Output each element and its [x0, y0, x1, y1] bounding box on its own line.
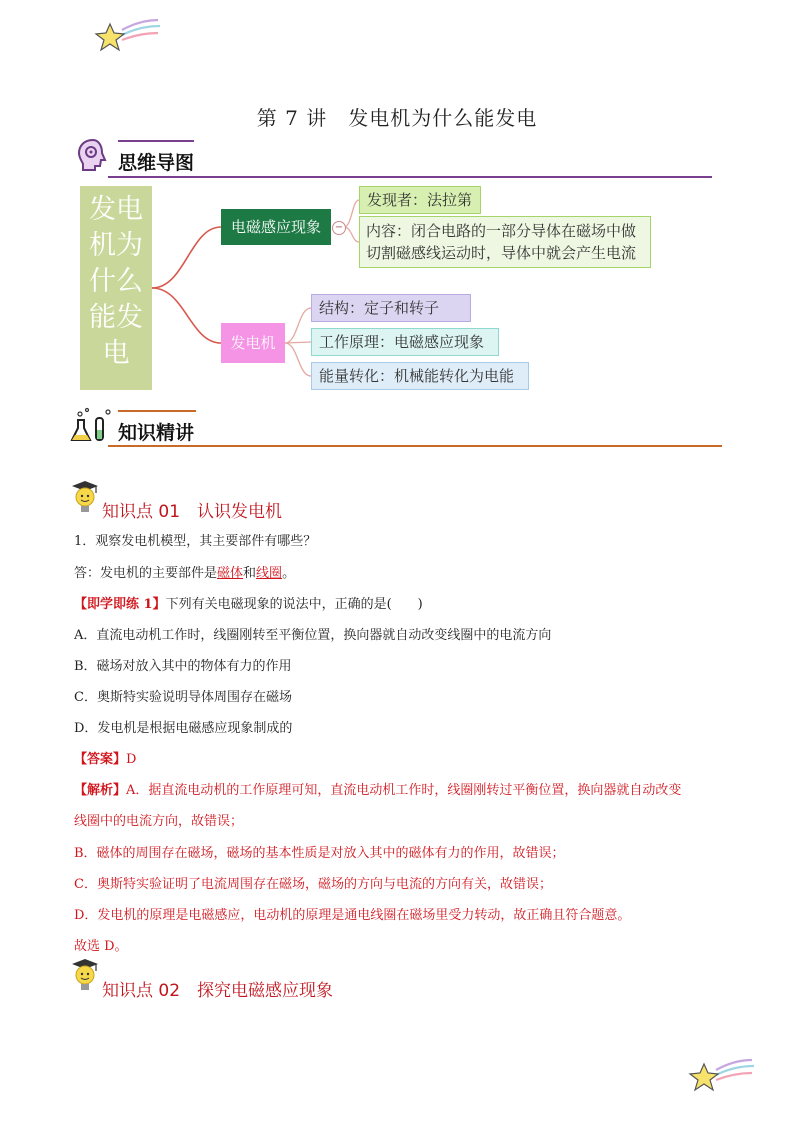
- section-underline: [108, 445, 722, 447]
- mindmap-root-line: 发电: [89, 194, 143, 225]
- analysis-line: [74, 779, 681, 798]
- mindmap-leaf-energy: 能量转化：机械能转化为电能: [311, 362, 529, 390]
- analysis-line: D．发电机的原理是电磁感应，电动机的原理是通电线圈在磁场里受力转动，故正确且符合题意。: [74, 908, 631, 923]
- collapse-toggle[interactable]: −: [332, 221, 346, 235]
- conclusion: 故选 D。: [74, 939, 128, 954]
- mindmap-leaf-structure: 结构：定子和转子: [311, 294, 471, 322]
- answer-text: 答：发电机的主要部件是: [74, 566, 218, 581]
- answer-value: D: [126, 752, 137, 767]
- mindmap-leaf-content: [359, 216, 651, 268]
- student-bulb-icon: [70, 480, 100, 516]
- mindmap-leaf-principle: 工作原理：电磁感应现象: [311, 328, 499, 356]
- mindmap-leaf-content-line: 切割磁感线运动时，导体中就会产生电流: [366, 244, 637, 262]
- student-bulb-icon: [70, 958, 100, 994]
- mindmap-root-line: 什么: [89, 266, 143, 297]
- analysis-line: C．奥斯特实验证明了电流周围存在磁场，磁场的方向与电流的方向有关，故错误；: [74, 877, 552, 892]
- mindmap-leaf-content-line: 内容：闭合电路的一部分导体在磁场中做: [366, 222, 637, 240]
- mindmap-branch-electromagnetic-induction: 电磁感应现象: [221, 209, 331, 245]
- exercise-text: 下列有关电磁现象的说法中，正确的是( ): [165, 597, 423, 612]
- mindmap-root: [80, 186, 152, 390]
- mindmap-root-line: 电: [102, 338, 130, 369]
- star-icon: [686, 1056, 756, 1098]
- mindmap-root-line: 机为: [89, 230, 143, 261]
- analysis-tag: 【解析】: [74, 783, 127, 798]
- page-title: 第 7 讲 发电机为什么能发电: [256, 106, 538, 130]
- answer-text: 和: [243, 566, 257, 581]
- mindmap-branch-generator: 发电机: [221, 323, 285, 363]
- answer-text: 。: [282, 566, 296, 581]
- exercise-tag: 【即学即练 1】: [74, 597, 166, 612]
- analysis-text: A．据直流电动机的工作原理可知，直流电动机工作时，线圈刚转过平衡位置，换向器就自动改变: [126, 783, 682, 798]
- answer-term: 磁体: [217, 566, 244, 581]
- option-b: B．磁场对放入其中的物体有力的作用: [74, 659, 292, 674]
- option-c: C．奥斯特实验说明导体周围存在磁场: [74, 690, 292, 705]
- section-title-knowledge: 知识精讲: [118, 422, 195, 444]
- knowledge-point-heading: 知识点 01 认识发电机: [102, 502, 283, 522]
- option-d: D．发电机是根据电磁感应现象制成的: [74, 721, 293, 736]
- section-title-mindmap: 思维导图: [118, 152, 195, 174]
- flask-icon: [70, 406, 116, 446]
- analysis-line: 线圈中的电流方向，故错误；: [74, 814, 244, 829]
- section-rule: [118, 410, 196, 412]
- answer-term: 线圈: [256, 566, 283, 581]
- knowledge-point-heading: 知识点 02 探究电磁感应现象: [102, 981, 334, 1001]
- question: 1．观察发电机模型，其主要部件有哪些？: [74, 534, 317, 549]
- answer-row: [74, 748, 136, 767]
- answer-tag: 【答案】: [74, 752, 127, 767]
- mindmap-root-line: 能发: [89, 302, 143, 333]
- mindmap-leaf-discoverer: 发现者：法拉第: [359, 186, 481, 214]
- exercise-line: [74, 593, 423, 612]
- answer-line: [74, 562, 295, 581]
- analysis-line: B．磁体的周围存在磁场，磁场的基本性质是对放入其中的磁体有力的作用，故错误；: [74, 846, 565, 861]
- option-a: A．直流电动机工作时，线圈刚转至平衡位置，换向器就自动改变线圈中的电流方向: [74, 628, 552, 643]
